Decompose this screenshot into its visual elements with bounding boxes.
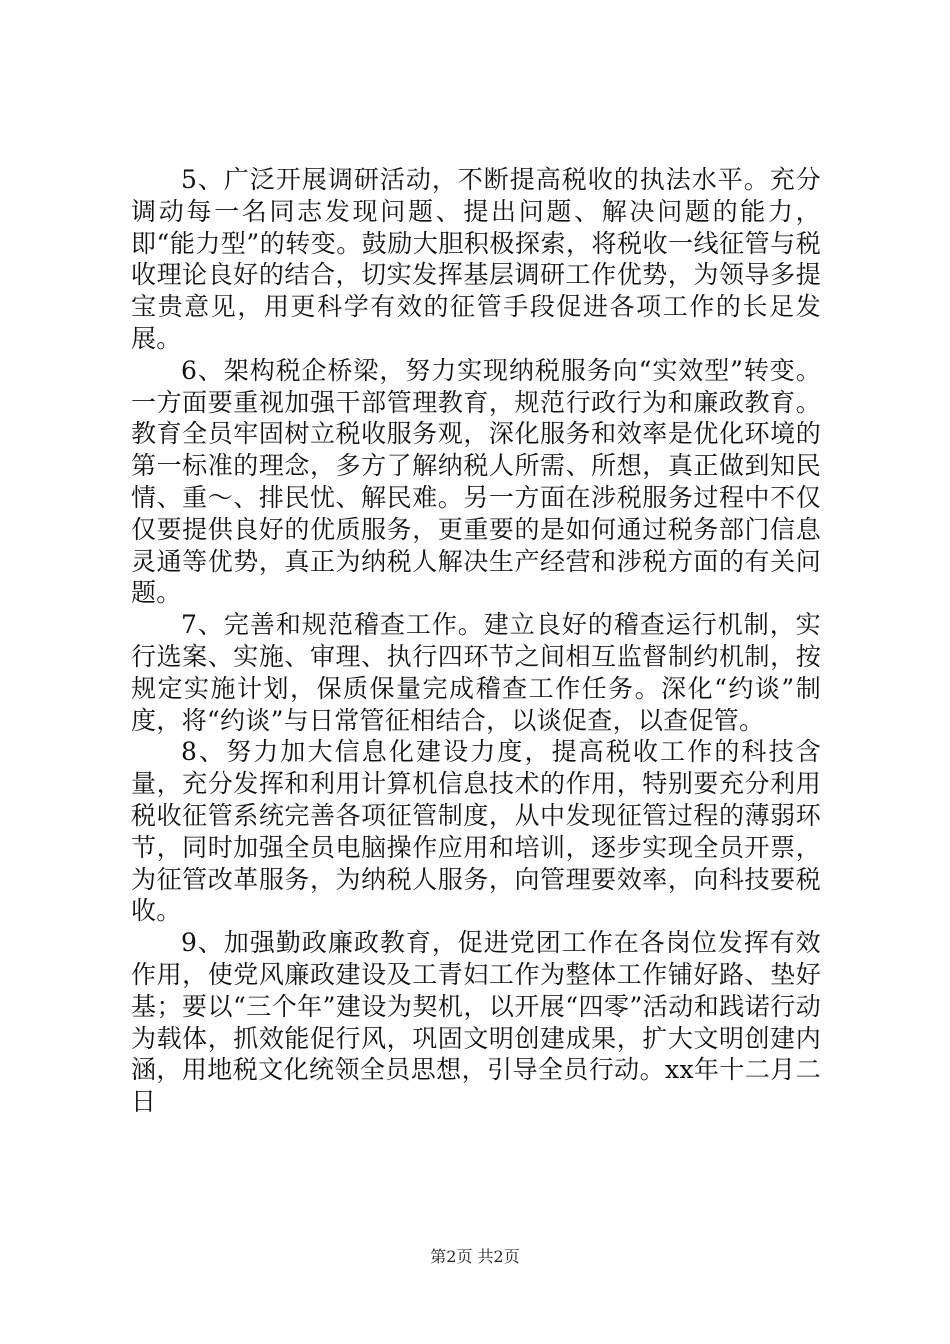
paragraph-item-7: 7、完善和规范稽查工作。建立良好的稽查运行机制，实行选案、实施、审理、执行四环节之间相互监督制约机制，按规定实施计划，保质保量完成稽查工作任务。深化“约谈”制度，将“约谈”与日常管征相结合，以谈促查，以查促管。 [131, 610, 821, 735]
document-body [131, 164, 821, 1118]
paragraph-item-9: 9、加强勤政廉政教育，促进党团工作在各岗位发挥有效作用，使党风廉政建设及工青妇工作为整体工作铺好路、垫好基；要以“三个年”建设为契机，以开展“四零”活动和践诺行动为载体，抓效能促行风，巩固文明创建成果，扩大文明创建内涵，用地税文化统领全员思想，引导全员行动。xx年十二月二日 [131, 928, 821, 1117]
paragraph-item-6: 6、架构税企桥梁，努力实现纳税服务向“实效型”转变。一方面要重视加强干部管理教育，规范行政行为和廉政教育。教育全员牢固树立税收服务观，深化服务和效率是优化环境的第一标准的理念，多方了解纳税人所需、所想，真正做到知民情、重～、排民忧、解民难。另一方面在涉税服务过程中不仅仅要提供良好的优质服务，更重要的是如何通过税务部门信息灵通等优势，真正为纳税人解决生产经营和涉税方面的有关问题。 [131, 355, 821, 608]
page-number-footer: 第2页 共2页 [430, 1247, 520, 1266]
paragraph-item-5: 5、广泛开展调研活动，不断提高税收的执法水平。充分调动每一名同志发现问题、提出问题、解决问题的能力，即“能力型”的转变。鼓励大胆积极探索，将税收一线征管与税收理论良好的结合，切实发挥基层调研工作优势，为领导多提宝贵意见，用更科学有效的征管手段促进各项工作的长足发展。 [131, 165, 821, 353]
paragraph-item-8: 8、努力加大信息化建设力度，提高税收工作的科技含量，充分发挥和利用计算机信息技术的作用，特别要充分利用税收征管系统完善各项征管制度，从中发现征管过程的薄弱环节，同时加强全员电脑操作应用和培训，逐步实现全员开票，为征管改革服务，为纳税人服务，向管理要效率，向科技要税收。 [131, 737, 821, 926]
